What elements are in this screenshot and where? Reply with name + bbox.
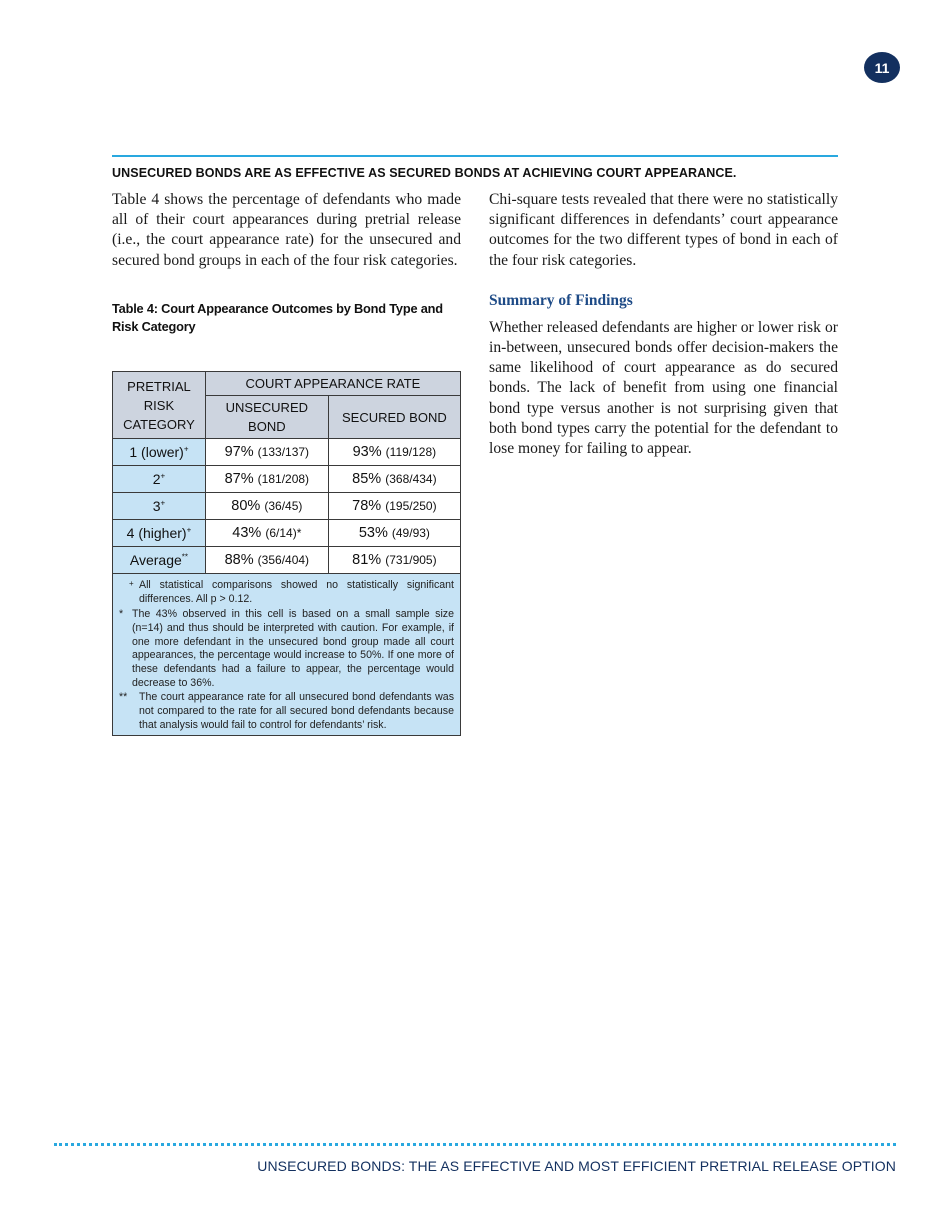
risk-category-cell <box>113 466 206 493</box>
table-note <box>119 691 454 732</box>
secured-rate-cell <box>328 466 460 493</box>
note-mark: * <box>119 608 124 620</box>
risk-category-cell <box>113 439 206 466</box>
unsecured-counts: (6/14)* <box>265 526 302 540</box>
unsecured-percent: 87% <box>224 471 254 487</box>
header-court-appearance-rate: COURT APPEARANCE RATE <box>205 372 460 396</box>
risk-category-label: 2 <box>152 471 161 487</box>
unsecured-counts: (133/137) <box>257 445 310 459</box>
table-note <box>119 579 454 607</box>
unsecured-counts: (181/208) <box>257 472 310 486</box>
note-mark: ** <box>119 691 128 703</box>
chi-square-paragraph: Chi-square tests revealed that there were no statistically significant differences in defendants’ court appearance outcomes for the two different types of bond in each of the four risk categories. <box>489 191 838 269</box>
secured-percent: 93% <box>352 444 382 460</box>
secured-percent: 81% <box>352 552 382 568</box>
unsecured-percent: 88% <box>224 552 254 568</box>
table-title: Table 4: Court Appearance Outcomes by Bond Type and Risk Category <box>112 300 443 334</box>
secured-counts: (49/93) <box>391 526 430 540</box>
significance-mark: + <box>160 498 166 508</box>
significance-mark: + <box>186 525 192 535</box>
footer-dotted-rule <box>54 1143 896 1146</box>
unsecured-percent: 97% <box>224 444 254 460</box>
unsecured-percent: 43% <box>232 525 262 541</box>
unsecured-percent: 80% <box>231 498 261 514</box>
unsecured-counts: (356/404) <box>257 553 310 567</box>
table-header-row <box>113 372 461 396</box>
risk-category-cell <box>113 547 206 574</box>
summary-paragraph: Whether released defendants are higher or lower risk or in-between, unsecured bonds offer decision-makers the same likelihood of court appearance as do secured bonds. The lack of benefit from using one financial bond type versus another is not surprising given that both bond types carry the potential for the defendant to lose money for failing to appear. <box>489 318 838 458</box>
unsecured-rate-cell <box>205 493 328 520</box>
significance-mark: + <box>160 471 166 481</box>
secured-rate-cell <box>328 520 460 547</box>
secured-rate-cell <box>328 547 460 574</box>
right-column <box>489 190 838 459</box>
secured-counts: (119/128) <box>385 445 437 459</box>
table-row <box>113 493 461 520</box>
note-text: All statistical comparisons showed no statistically significant differences. All p > 0.12. <box>139 579 454 605</box>
court-appearance-table <box>112 371 461 574</box>
section-rule <box>112 155 838 157</box>
risk-category-label: 4 (higher) <box>126 525 187 541</box>
note-text: The court appearance rate for all unsecured bond defendants was not compared to the rate for all secured bond defendants because that analysis would fail to control for defendants’ risk. <box>139 691 454 731</box>
secured-percent: 78% <box>352 498 382 514</box>
unsecured-rate-cell <box>205 439 328 466</box>
unsecured-rate-cell <box>205 520 328 547</box>
significance-mark: ** <box>181 552 189 562</box>
header-risk-category: PRETRIAL RISK CATEGORY <box>113 372 206 439</box>
secured-percent: 85% <box>352 471 382 487</box>
table-note <box>119 608 454 691</box>
table-row <box>113 520 461 547</box>
header-secured-bond: SECURED BOND <box>328 396 460 439</box>
secured-rate-cell <box>328 439 460 466</box>
unsecured-rate-cell <box>205 547 328 574</box>
header-unsecured-bond: UNSECURED BOND <box>205 396 328 439</box>
risk-category-cell <box>113 493 206 520</box>
table-notes <box>112 574 461 736</box>
risk-category-label: Average <box>129 552 182 568</box>
page-number: 11 <box>864 52 900 83</box>
table-row <box>113 439 461 466</box>
table-row <box>113 466 461 493</box>
secured-counts: (731/905) <box>385 553 437 567</box>
table-row <box>113 547 461 574</box>
unsecured-counts: (36/45) <box>264 499 303 513</box>
intro-paragraph: Table 4 shows the percentage of defendants who made all of their court appearances during pretrial release (i.e., the court appearance rate) for the unsecured and secured bond groups in each of the four risk categories. <box>112 191 461 269</box>
secured-counts: (368/434) <box>385 472 437 486</box>
note-mark: + <box>129 579 134 588</box>
risk-category-label: 3 <box>152 498 161 514</box>
running-footer: UNSECURED BONDS: THE AS EFFECTIVE AND MOST EFFICIENT PRETRIAL RELEASE OPTION <box>257 1158 896 1174</box>
summary-heading: Summary of Findings <box>489 291 633 309</box>
unsecured-rate-cell <box>205 466 328 493</box>
secured-counts: (195/250) <box>385 499 437 513</box>
risk-category-label: 1 (lower) <box>129 444 184 460</box>
risk-category-cell <box>113 520 206 547</box>
secured-rate-cell <box>328 493 460 520</box>
left-column <box>112 190 461 336</box>
section-heading: UNSECURED BONDS ARE AS EFFECTIVE AS SECURED BONDS AT ACHIEVING COURT APPEARANCE. <box>112 166 737 180</box>
significance-mark: + <box>183 444 189 454</box>
secured-percent: 53% <box>358 525 388 541</box>
note-text: The 43% observed in this cell is based on a small sample size (n=14) and thus should be interpreted with caution. For example, if one more defendant in the unsecured bond group made all court appearances, the percentage would increase to 50%. If one more of these defendants had a failure to appear, the percentage would decrease to 36%. <box>132 608 454 689</box>
